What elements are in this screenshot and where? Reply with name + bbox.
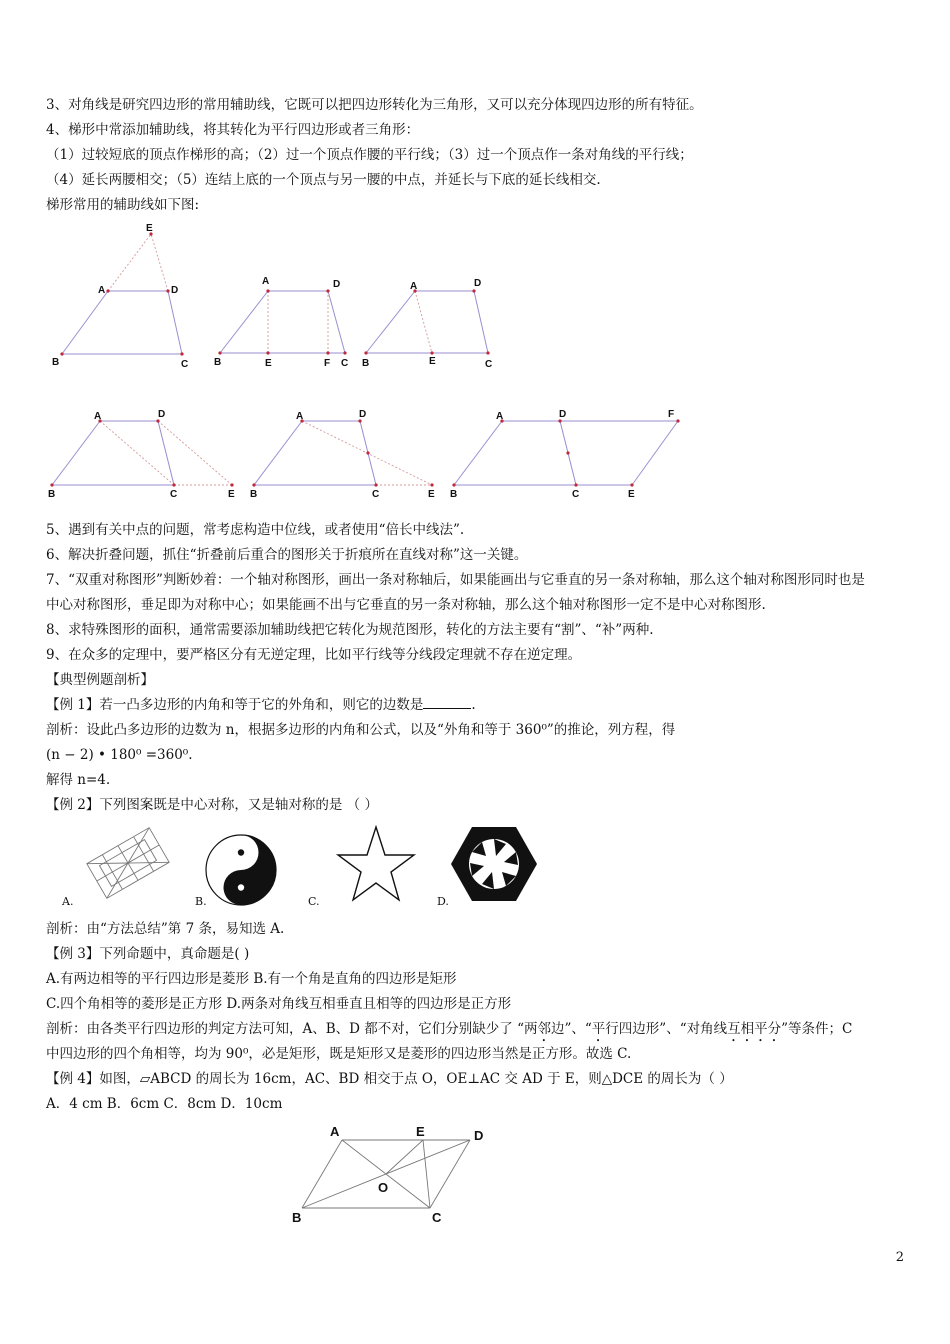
svg-text:E: E [628, 489, 635, 500]
svg-text:E: E [228, 489, 235, 500]
label-A: A [98, 285, 106, 296]
svg-text:A: A [410, 281, 418, 292]
svg-text:E: E [265, 358, 272, 369]
text-line-10: 8、求特殊图形的面积，通常需要添加辅助线把它转化为规范图形，转化的方法主要有“割”、“补”两种. [46, 622, 654, 638]
example-4-options: A．4 cm B．6cm C．8cm D．10cm [46, 1096, 283, 1112]
trapezoid-fig-4 [42, 405, 242, 505]
svg-text:B: B [214, 357, 222, 368]
option-b-label: B. [195, 895, 207, 908]
trapezoid-fig-2 [210, 275, 360, 375]
svg-text:C: C [572, 489, 580, 500]
text-line-18: 剖析：由“方法总结”第 7 条，易知选 A. [46, 921, 285, 937]
option-a-knot-pattern [70, 828, 190, 898]
example-3-options-cd: C.四个角相等的菱形是正方形 D.两条对角线互相垂直且相等的四边形是正方形 [46, 996, 512, 1012]
section-heading: 【典型例题剖析】 [46, 672, 154, 688]
svg-text:A: A [496, 411, 504, 422]
text-line-1: 3、对角线是研究四边形的常用辅助线，它既可以把四边形转化为三角形，又可以充分体现四边形的所有特征。 [46, 97, 703, 113]
text-line-9: 中心对称图形，垂足即为对称中心；如果能画不出与它垂直的另一条对称轴，那么这个轴对称图形一定不是中心对称图形. [46, 597, 766, 613]
svg-text:C: C [485, 359, 493, 370]
svg-text:D: D [333, 279, 341, 290]
svg-text:A: A [262, 276, 270, 287]
label-E: E [146, 223, 153, 234]
text-line-3: （1）过较短底的顶点作梯形的高；（2）过一个顶点作腰的平行线；（3）过一个顶点作一条对角线的平行线； [46, 147, 693, 163]
example-4-question: 【例 4】如图，▱ABCD 的周长为 16cm，AC、BD 相交于点 O，OE⊥AC 交 AD 于 E，则△DCE 的周长为（ ） [46, 1071, 733, 1087]
svg-text:A: A [94, 411, 102, 422]
text-line-8: 7、“双重对称图形”判断妙着：一个轴对称图形，画出一条对称轴后，如果能画出与它垂直的另一条对称轴，那么这个轴对称图形同时也是 [46, 572, 865, 588]
example-1-question: 【例 1】若一凸多边形的内角和等于它的外角和，则它的边数是 . [46, 697, 476, 713]
page-number: 2 [895, 1250, 904, 1265]
text-line-5: 梯形常用的辅助线如下图: [46, 197, 200, 213]
svg-text:C: C [170, 489, 178, 500]
svg-text:C: C [341, 358, 349, 369]
label-D: D [171, 285, 179, 296]
svg-text:E: E [428, 489, 435, 500]
svg-text:B: B [250, 489, 258, 500]
svg-text:E: E [429, 356, 436, 367]
svg-text:B: B [362, 358, 370, 369]
svg-text:D: D [359, 409, 367, 420]
option-d-label: D. [437, 895, 449, 908]
label-B: B [52, 357, 60, 368]
trapezoid-fig-1 [48, 222, 198, 372]
text-line-14: 剖析：设此凸多边形的边数为 n，根据多边形的内角和公式，以及“外角和等于 360⁰”的推论，列方程，得 [46, 722, 676, 738]
text-line-11: 9、在众多的定理中，要严格区分有无逆定理，比如平行线等分线段定理就不存在逆定理。 [46, 647, 582, 663]
svg-text:A: A [330, 1124, 340, 1139]
svg-text:D: D [474, 1128, 484, 1143]
svg-text:F: F [668, 409, 675, 420]
option-b-yin-yang [205, 834, 277, 906]
text-line-23: 中四边形的四个角相等，均为 90⁰，必是矩形，既是矩形又是菱形的四边形当然是正方形。故选 C. [46, 1046, 632, 1062]
option-c-star [336, 824, 416, 904]
text-line-22: 剖析：由各类平行四边形的判定方法可知，A、B、D 都不对，它们分别缺少了 “两邻边”、“平行四边形”、“对角线互相平分”等条件；C [46, 1021, 853, 1037]
svg-text:B: B [48, 489, 56, 500]
text-line-7: 6、解决折叠问题，抓住“折叠前后重合的图形关于折痕所在直线对称”这一关键。 [46, 547, 528, 563]
parallelogram-figure [280, 1118, 500, 1230]
label-C: C [181, 359, 189, 370]
example-3-options-ab: A.有两边相等的平行四边形是菱形 B.有一个角是直角的四边形是矩形 [46, 971, 457, 987]
svg-text:C: C [372, 489, 380, 500]
option-d-hexagon-pattern [450, 826, 538, 902]
svg-text:B: B [292, 1210, 302, 1225]
solution-line: 解得 n=4. [46, 772, 111, 788]
option-a-label: A. [62, 895, 74, 908]
trapezoid-fig-3 [358, 275, 508, 375]
svg-text:B: B [450, 489, 458, 500]
trapezoid-fig-6 [444, 405, 694, 505]
text-line-4: （4）延长两腰相交；（5）连结上底的一个顶点与另一腰的中点，并延长与下底的延长线相交. [46, 172, 601, 188]
svg-text:O: O [378, 1180, 389, 1195]
text-line-2: 4、梯形中常添加辅助线，将其转化为平行四边形或者三角形： [46, 122, 420, 138]
equation-line: (n − 2) • 180⁰ =360⁰. [46, 747, 193, 763]
svg-text:D: D [474, 278, 482, 289]
svg-text:D: D [158, 409, 166, 420]
example-3-question: 【例 3】下列命题中，真命题是( ) [46, 946, 250, 962]
text-line-6: 5、遇到有关中点的问题，常考虑构造中位线，或者使用“倍长中线法”. [46, 522, 465, 538]
svg-text:F: F [324, 358, 331, 369]
svg-text:D: D [559, 409, 567, 420]
answer-blank [423, 696, 471, 709]
trapezoid-fig-5 [244, 405, 444, 505]
example-2-question: 【例 2】下列图案既是中心对称，又是轴对称的是 （ ） [46, 797, 378, 813]
svg-text:A: A [296, 411, 304, 422]
svg-text:C: C [432, 1210, 442, 1225]
svg-text:E: E [416, 1124, 425, 1139]
option-c-label: C. [308, 895, 320, 908]
